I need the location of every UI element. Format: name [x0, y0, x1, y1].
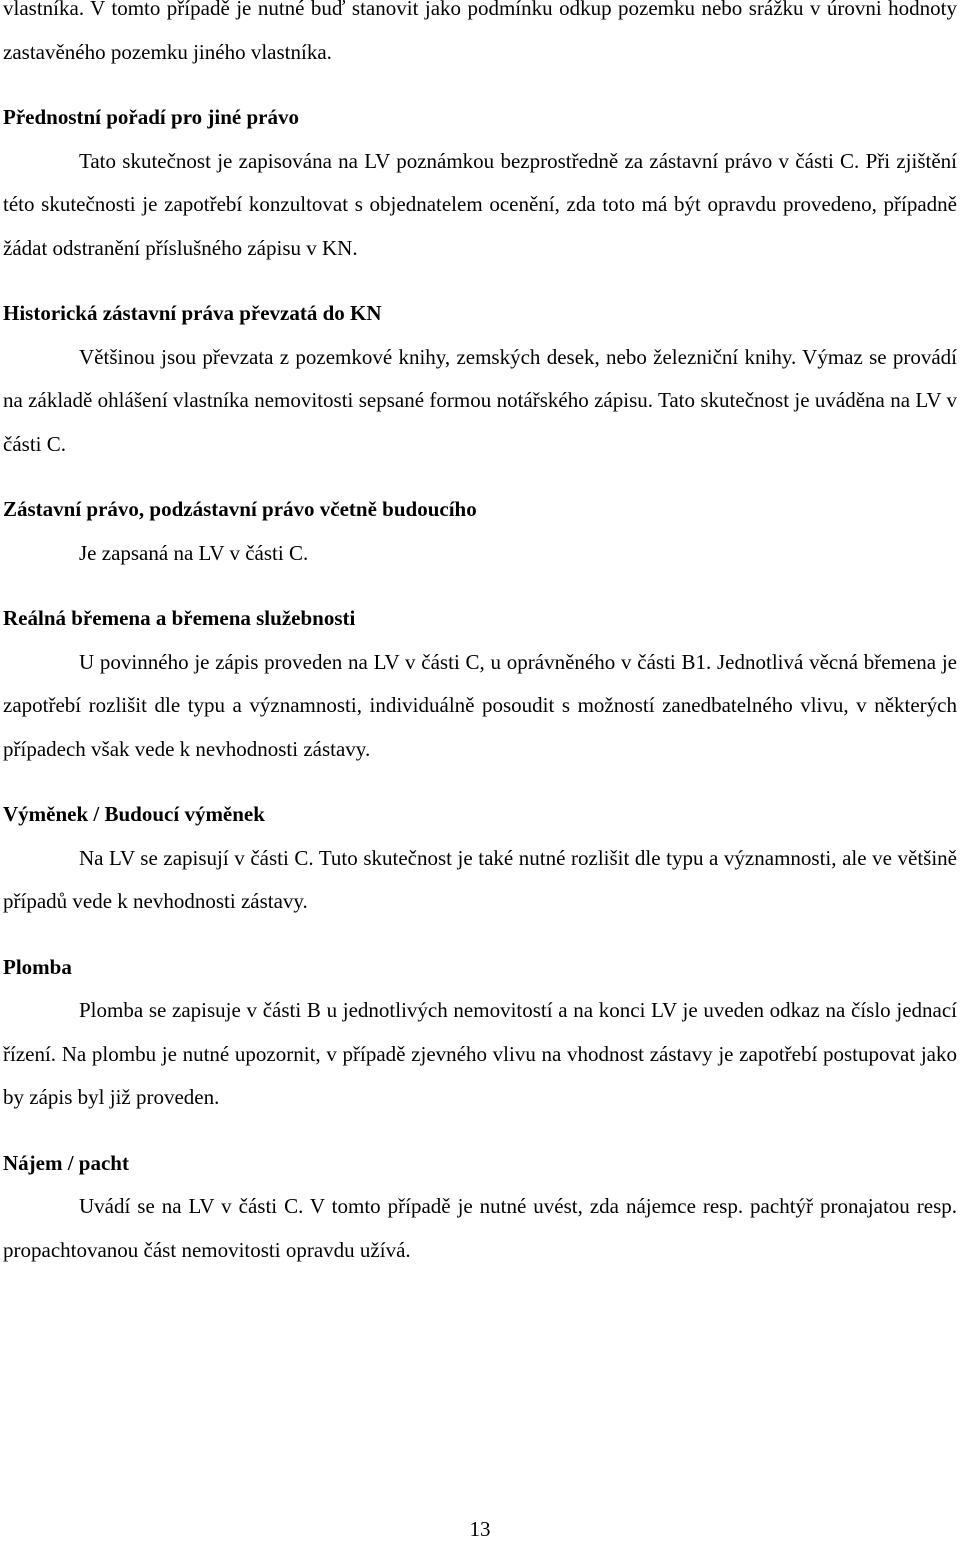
document-page: [3, 0, 957, 1272]
spacer: [3, 924, 957, 946]
section-vymenek: [3, 793, 957, 924]
spacer: [3, 466, 957, 488]
spacer: [3, 270, 957, 292]
section-paragraph: Na LV se zapisují v části C. Tuto skutečnost je také nutné rozlišit dle typu a významnosti, ale ve většině případů vede k nevhodnosti zástavy.: [3, 845, 957, 913]
section-prednostni-poradi: [3, 96, 957, 270]
section-paragraph: U povinného je zápis proveden na LV v části C, u oprávněného v části B1. Jednotlivá věcná břemena je zapotřebí rozlišit dle typu a významnosti, individuálně posoudit s možností zanedbatelného vlivu, v některých případech však vede k nevhodnosti zástavy.: [3, 649, 957, 761]
spacer: [3, 575, 957, 597]
spacer: [3, 1120, 957, 1142]
spacer: [3, 771, 957, 793]
spacer: [3, 74, 957, 96]
section-heading: Nájem / pacht: [3, 1150, 129, 1175]
section-heading: Zástavní právo, podzástavní právo včetně budoucího: [3, 497, 477, 521]
section-najem-pacht: [3, 1142, 957, 1273]
intro-paragraph: vlastníka. V tomto případě je nutné buď stanovit jako podmínku odkup pozemku nebo srážku v úrovni hodnoty zastavěného pozemku jiného vlastníka.: [3, 0, 957, 64]
section-heading: Plomba: [3, 954, 72, 979]
section-zastavni-pravo: [3, 488, 957, 575]
section-paragraph: Plomba se zapisuje v části B u jednotlivých nemovitostí a na konci LV je uveden odkaz na číslo jednací řízení. Na plombu je nutné upozornit, v případě zjevného vlivu na vhodnost zástavy je zapotřebí postupovat jako by zápis byl již proveden.: [3, 998, 957, 1109]
section-historicka-zastavni-prava: [3, 292, 957, 466]
page-number: 13: [469, 1517, 491, 1541]
section-paragraph: Uvádí se na LV v části C. V tomto případě je nutné uvést, zda nájemce resp. pachtýř pronajatou resp. propachtovanou část nemovitosti opravdu užívá.: [3, 1194, 957, 1262]
section-heading: Reálná břemena a břemena služebnosti: [3, 606, 356, 630]
section-realna-bremena: [3, 597, 957, 771]
section-heading: Výměnek / Budoucí výměnek: [3, 802, 265, 826]
section-paragraph: Je zapsaná na LV v části C.: [79, 540, 309, 565]
section-paragraph: Tato skutečnost je zapisována na LV poznámkou bezprostředně za zástavní právo v části C. Při zjištění této skutečnosti je zapotřebí konzultovat s objednatelem ocenění, zda toto má být opravdu provedeno, případně žádat odstranění příslušného zápisu v KN.: [3, 148, 957, 260]
section-heading: Historická zástavní práva převzatá do KN: [3, 301, 382, 325]
section-paragraph: Většinou jsou převzata z pozemkové knihy, zemských desek, nebo železniční knihy. Výmaz se provádí na základě ohlášení vlastníka nemovitosti sepsané formou notářského zápisu. Tato skutečnost je uváděna na LV v části C.: [3, 344, 957, 456]
section-heading: Přednostní pořadí pro jiné právo: [3, 105, 299, 129]
section-plomba: [3, 946, 957, 1120]
